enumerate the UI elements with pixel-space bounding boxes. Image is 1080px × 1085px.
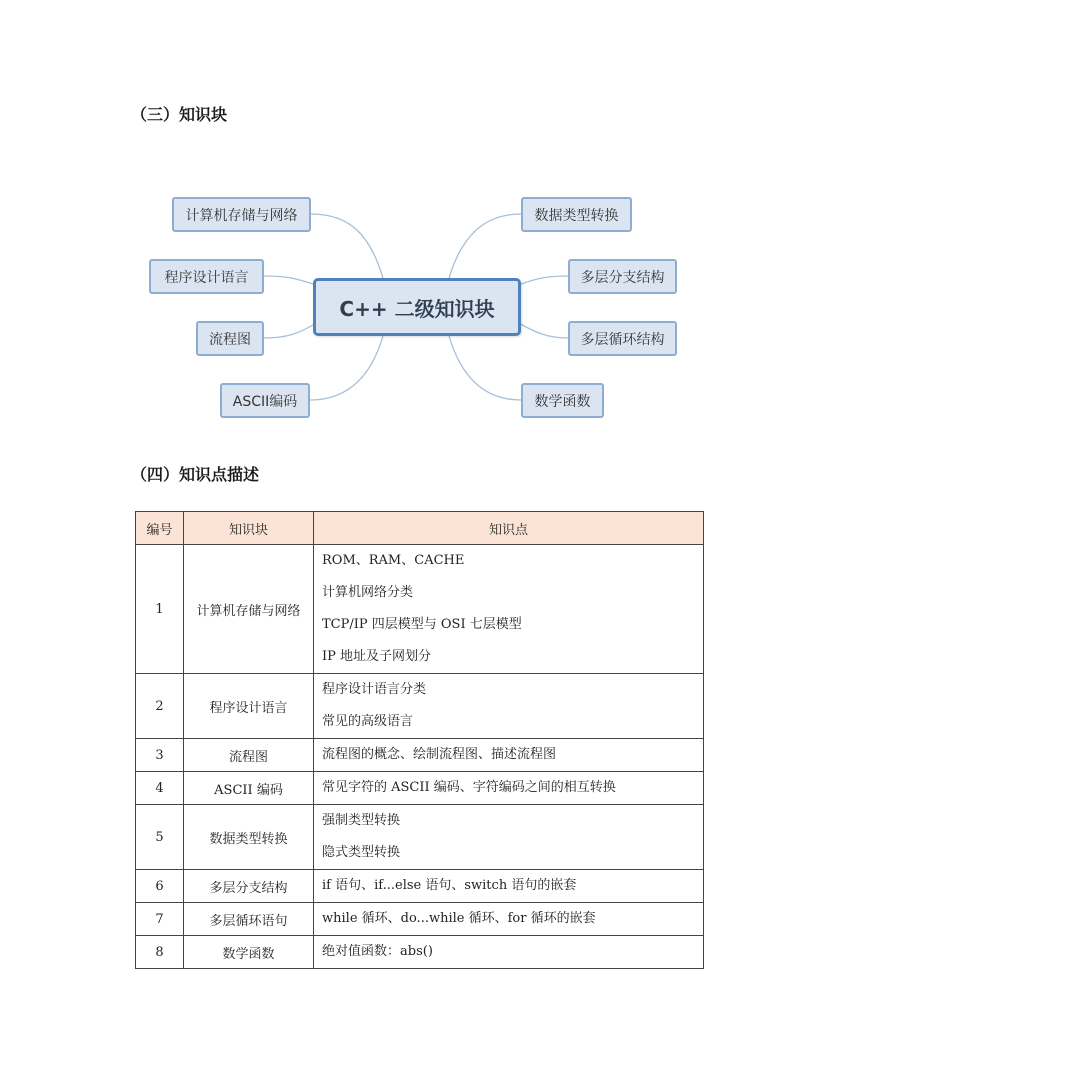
connector-left-2: [264, 276, 313, 284]
row-points: [314, 739, 704, 772]
mindmap-center-node: C++ 二级知识块: [313, 278, 521, 336]
table-row: [136, 870, 704, 903]
knowledge-point: while 循环、do...while 循环、for 循环的嵌套: [322, 911, 596, 926]
table-row: [136, 805, 704, 870]
row-points: [314, 805, 704, 870]
connector-right-4: [449, 336, 521, 400]
knowledge-point: 常见的高级语言: [322, 714, 414, 729]
row-points: [314, 870, 704, 903]
connector-right-2: [521, 276, 568, 284]
knowledge-point: 常见字符的 ASCII 编码、字符编码之间的相互转换: [322, 780, 616, 795]
row-number: 7: [136, 903, 184, 936]
mindmap-node-ascii: ASCII编码: [220, 383, 310, 418]
header-points: 知识点: [314, 512, 704, 545]
table-row: [136, 903, 704, 936]
row-number: 1: [136, 545, 184, 674]
row-points: [314, 936, 704, 969]
table-row: [136, 772, 704, 805]
knowledge-point: 绝对值函数：abs(): [322, 944, 433, 959]
knowledge-point: if 语句、if...else 语句、switch 语句的嵌套: [322, 878, 577, 893]
table-row: [136, 739, 704, 772]
knowledge-point: 计算机网络分类: [322, 585, 414, 600]
row-block: 程序设计语言: [184, 674, 314, 739]
mindmap-node-branch-structure: 多层分支结构: [568, 259, 677, 294]
mindmap-node-math-functions: 数学函数: [521, 383, 604, 418]
knowledge-point: 程序设计语言分类: [322, 682, 427, 697]
row-block: 数学函数: [184, 936, 314, 969]
header-number: 编号: [136, 512, 184, 545]
knowledge-point: IP 地址及子网划分: [322, 649, 432, 664]
mindmap-node-programming-language: 程序设计语言: [149, 259, 264, 294]
row-block: 计算机存储与网络: [184, 545, 314, 674]
row-block: 数据类型转换: [184, 805, 314, 870]
knowledge-point: TCP/IP 四层模型与 OSI 七层模型: [322, 617, 522, 632]
section-heading-knowledge-points: （四）知识点描述: [131, 465, 260, 484]
row-number: 8: [136, 936, 184, 969]
row-block: 多层分支结构: [184, 870, 314, 903]
connector-right-1: [449, 214, 521, 278]
row-block: 流程图: [184, 739, 314, 772]
section-heading-knowledge-blocks: （三）知识块: [131, 105, 228, 124]
connector-left-1: [311, 214, 383, 278]
row-points: [314, 903, 704, 936]
row-points: [314, 545, 704, 674]
mindmap-node-type-conversion: 数据类型转换: [521, 197, 632, 232]
row-number: 4: [136, 772, 184, 805]
table-row: [136, 936, 704, 969]
mindmap-node-storage-network: 计算机存储与网络: [172, 197, 311, 232]
knowledge-point: 流程图的概念、绘制流程图、描述流程图: [322, 747, 557, 762]
knowledge-block-mindmap: [0, 0, 1080, 460]
row-number: 6: [136, 870, 184, 903]
mindmap-node-flowchart: 流程图: [196, 321, 264, 356]
connector-left-3: [264, 322, 318, 338]
row-number: 5: [136, 805, 184, 870]
table-row: [136, 545, 704, 674]
knowledge-points-table: [135, 511, 704, 969]
knowledge-point: 强制类型转换: [322, 813, 401, 828]
table-header-row: [136, 512, 704, 545]
row-points: [314, 772, 704, 805]
row-number: 2: [136, 674, 184, 739]
connector-left-4: [310, 336, 383, 400]
table-row: [136, 674, 704, 739]
row-points: [314, 674, 704, 739]
mindmap-node-loop-structure: 多层循环结构: [568, 321, 677, 356]
knowledge-point: 隐式类型转换: [322, 845, 401, 860]
knowledge-point: ROM、RAM、CACHE: [322, 553, 465, 568]
header-block: 知识块: [184, 512, 314, 545]
connector-right-3: [517, 322, 568, 338]
row-number: 3: [136, 739, 184, 772]
row-block: ASCII 编码: [184, 772, 314, 805]
row-block: 多层循环语句: [184, 903, 314, 936]
